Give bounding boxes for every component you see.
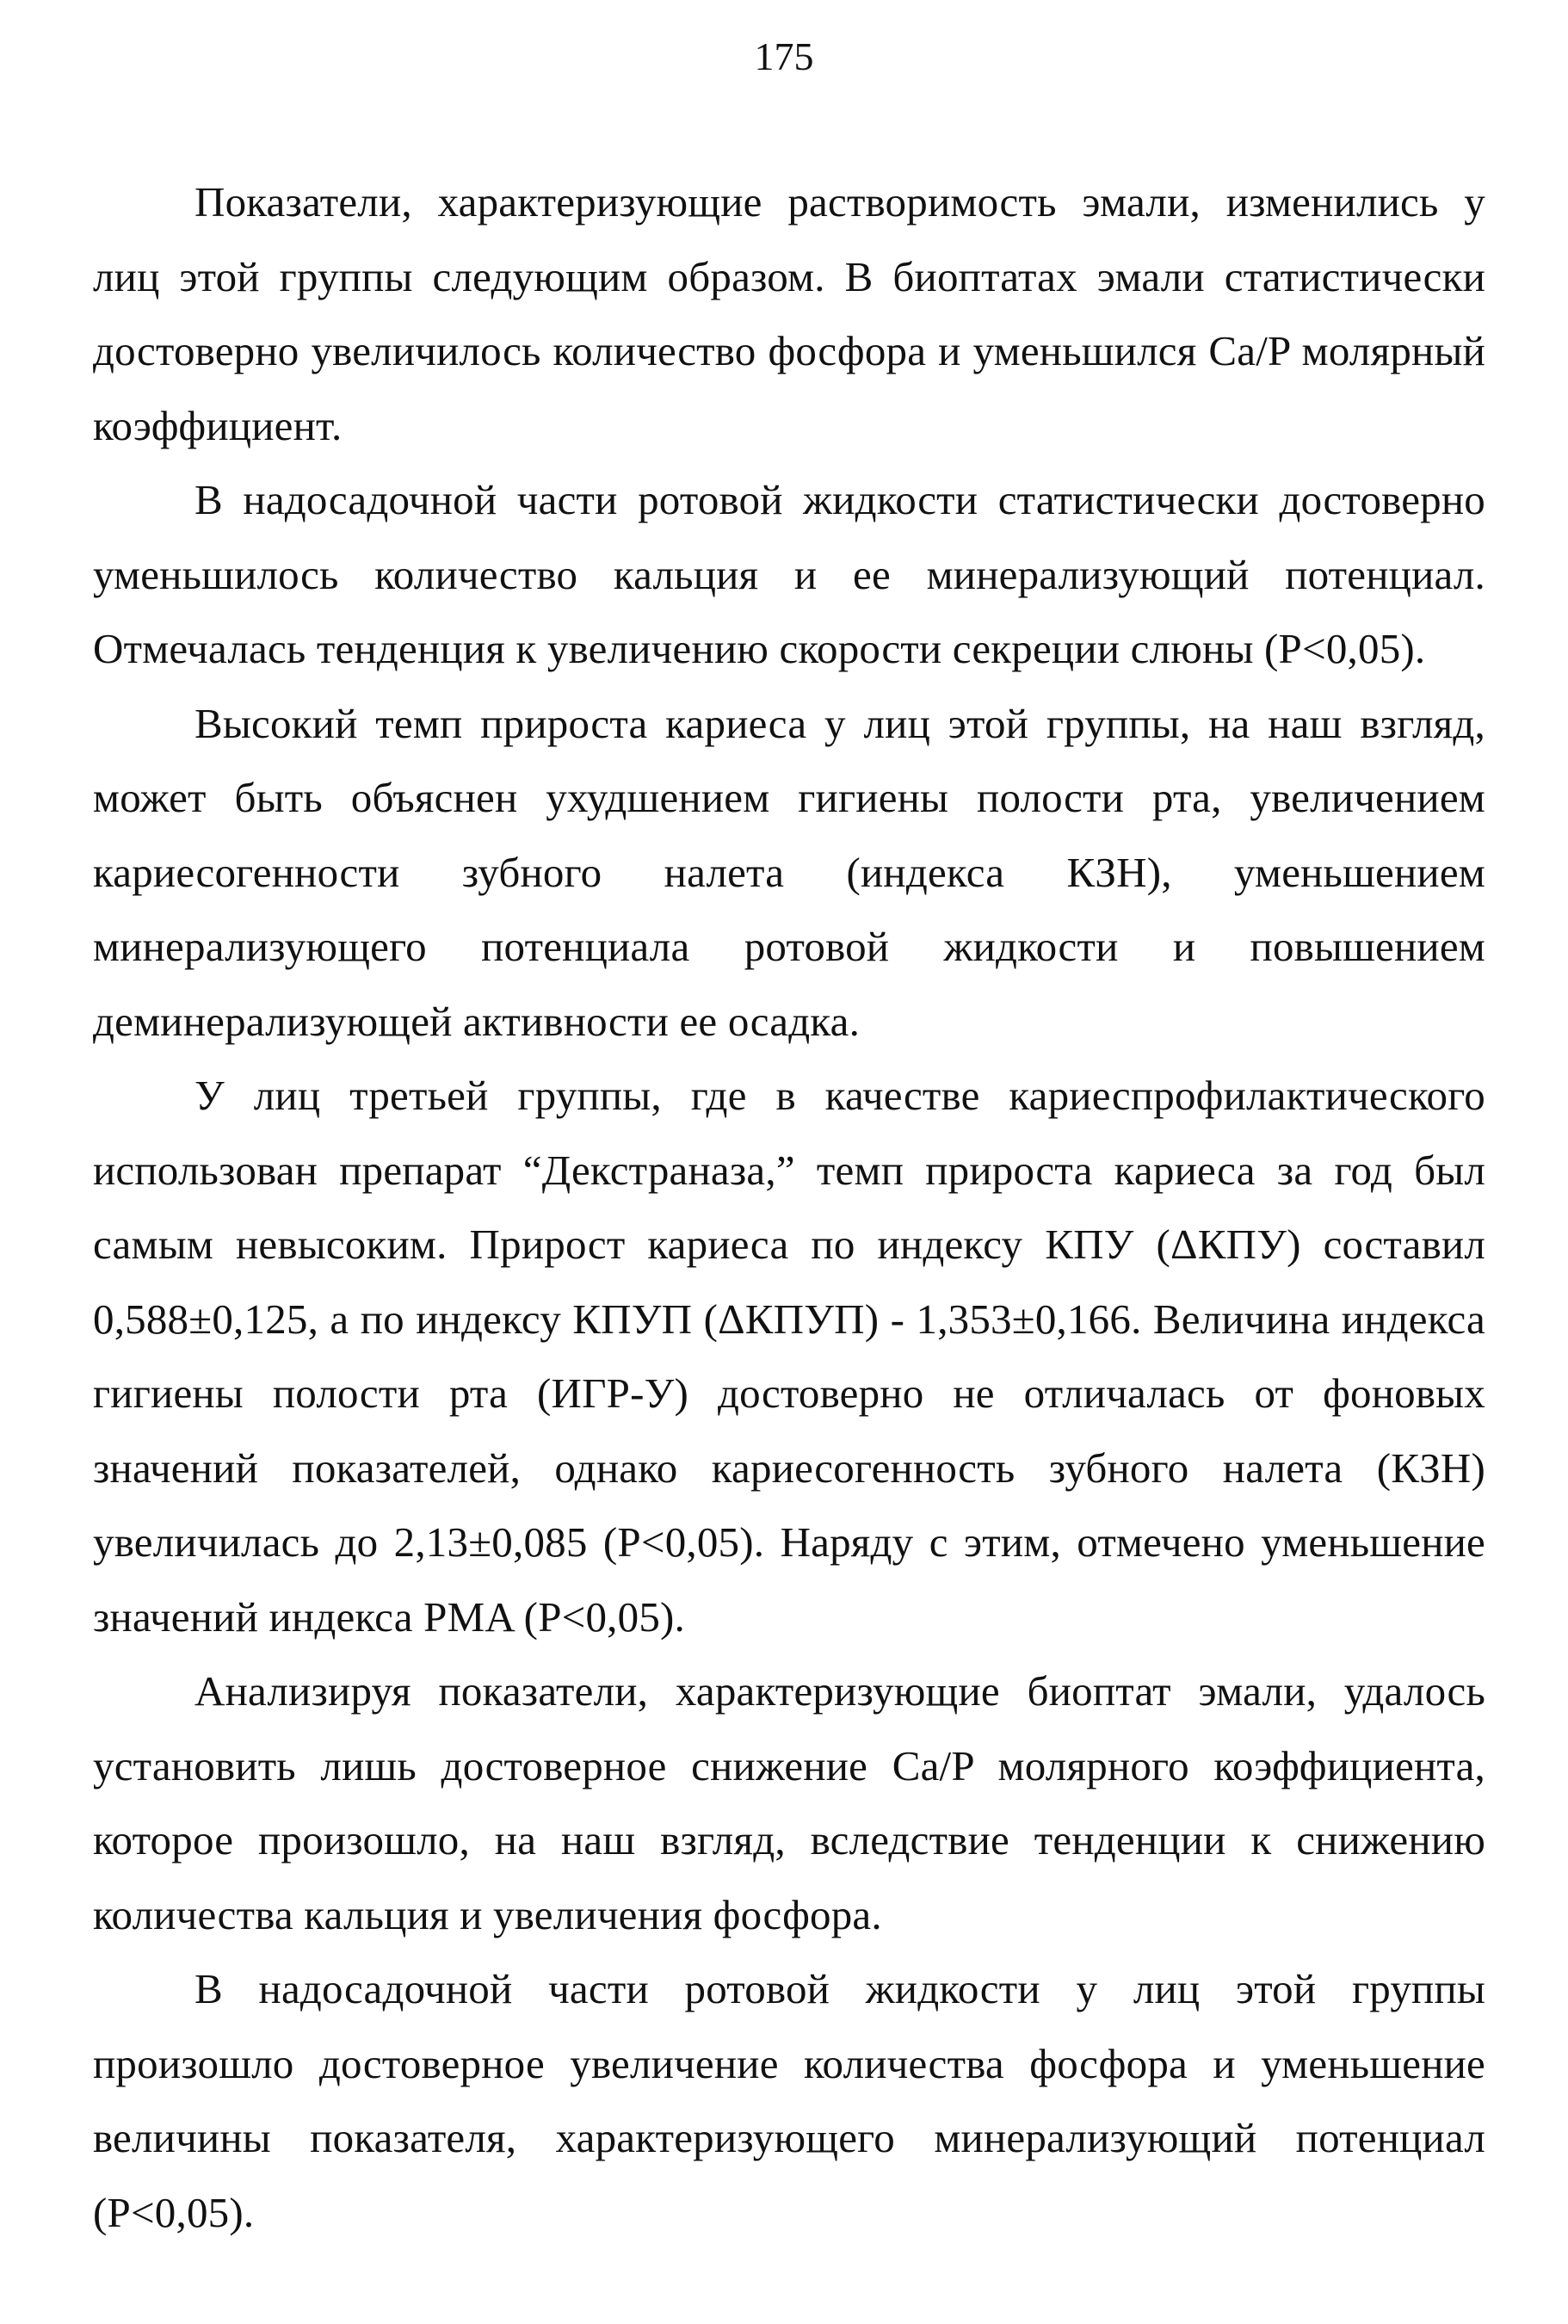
paragraph-third-group: У лиц третьей группы, где в качестве кариеспрофилактического использован препарат “Декстраназа,” темп прироста кариеса за год был самым невысоким. Прирост кариеса по индексу КПУ (ΔКПУ) составил 0,588±0,125, а по индексу КПУП (ΔКПУП) - 1,353±0,166. Величина индекса гигиены полости рта (ИГР-У) достоверно не отличалась от фоновых значений показателей, однако кариесогенность зубного налета (КЗН) увеличилась до 2,13±0,085 (P<0,05). Наряду с этим, отмечено уменьшение значений индекса PMA (P<0,05). <box>93 1072 1485 1641</box>
page-number: 175 <box>754 34 814 78</box>
body-text <box>93 165 1485 2250</box>
paragraph-enamel-biopsy: Анализируя показатели, характеризующие биоптат эмали, удалось установить лишь достоверное снижение Ca/P молярного коэффициента, которое произошло, на наш взгляд, вследствие тенденции к снижению количества кальция и увеличения фосфора. <box>93 1667 1485 1938</box>
paragraph-supernatant-calcium: В надосадочной части ротовой жидкости статистически достоверно уменьшилось количество кальция и ее минерализующий потенциал. Отмечалась тенденция к увеличению скорости секреции слюны (P<0,05). <box>93 476 1485 672</box>
paragraph-enamel-solubility: Показатели, характеризующие растворимость эмали, изменились у лиц этой группы следующим образом. В биоптатах эмали статистически достоверно увеличилось количество фосфора и уменьшился Ca/P молярный коэффициент. <box>93 178 1485 449</box>
paragraph-caries-growth: Высокий темп прироста кариеса у лиц этой группы, на наш взгляд, может быть объяснен ухудшением гигиены полости рта, увеличением кариесогенности зубного налета (индекса КЗН), уменьшением минерализующего потенциала ротовой жидкости и повышением деминерализующей активности ее осадка. <box>93 699 1485 1045</box>
paragraph-phosphorus-increase: В надосадочной части ротовой жидкости у лиц этой группы произошло достоверное увеличение количества фосфора и уменьшение величины показателя, характеризующего минерализующий потенциал (P<0,05). <box>93 1965 1485 2236</box>
